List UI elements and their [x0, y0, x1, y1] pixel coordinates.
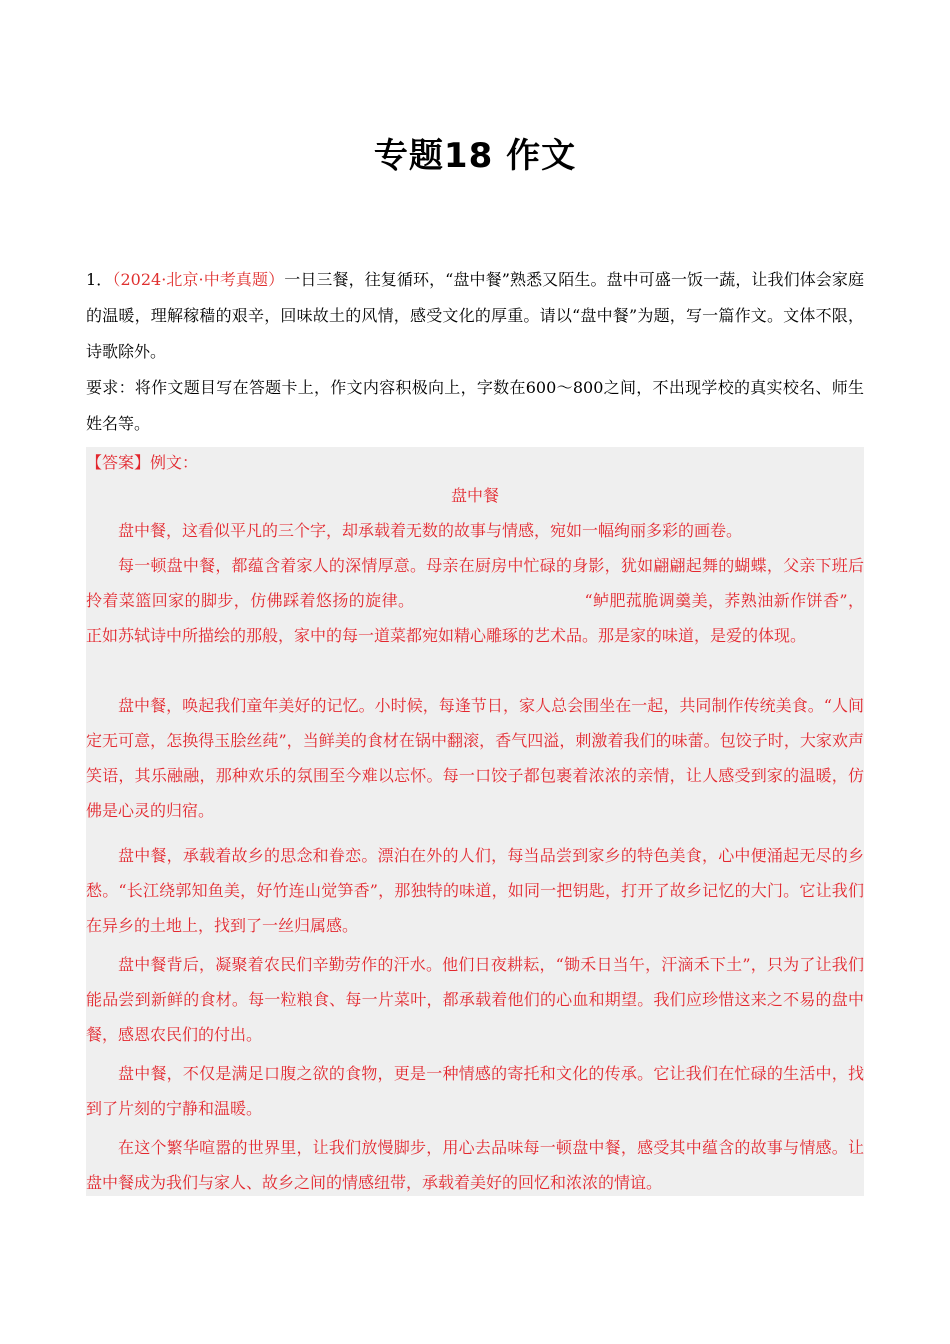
essay-paragraph [86, 548, 864, 653]
essay-title: 盘中餐 [450, 486, 499, 505]
answer-block [86, 447, 864, 1196]
question-requirement: 要求：将作文题目写在答题卡上，作文内容积极向上，字数在600～800之间，不出现学校的真实校名、师生姓名等。 [86, 378, 864, 433]
essay-paragraph: 盘中餐背后，凝聚着农民们辛勤劳作的汗水。他们日夜耕耘，“锄禾日当午，汗滴禾下土”，只为了让我们能品尝到新鲜的食材。每一粒粮食、每一片菜叶，都承载着他们的心血和期望。我们应珍惜这来之不易的盘中餐，感恩农民们的付出。 [86, 955, 864, 1044]
question-prompt: 一日三餐，往复循环，“盘中餐”熟悉又陌生。盘中可盛一饭一蔬，让我们体会家庭的温暖，理解稼穑的艰辛，回味故土的风情，感受文化的厚重。请以“盘中餐”为题，写一篇作文。文体不限，诗歌除外。 [86, 270, 864, 361]
page-title: 专题18 作文 [373, 136, 577, 176]
essay-paragraph-part: 每一顿盘中餐，都蕴含着家人的深情厚意。母亲在厨房中忙碌的身影，犹如翩翩起舞的蝴蝶，父亲下班后拎着菜篮回家的脚步，仿佛踩着悠扬的旋律。 [86, 556, 864, 610]
essay-paragraph: 盘中餐，承载着故乡的思念和眷恋。漂泊在外的人们，每当品尝到家乡的特色美食，心中便涌起无尽的乡愁。“长江绕郭知鱼美，好竹连山觉笋香”，那独特的味道，如同一把钥匙，打开了故乡记忆的大门。它让我们在异乡的土地上，找到了一丝归属感。 [86, 846, 864, 935]
essay-paragraph: 盘中餐，唤起我们童年美好的记忆。小时候，每逢节日，家人总会围坐在一起，共同制作传统美食。“人间定无可意，怎换得玉脍丝莼”，当鲜美的食材在锅中翻滚，香气四溢，刺激着我们的味蕾。包饺子时，大家欢声笑语，其乐融融，那种欢乐的氛围至今难以忘怀。每一口饺子都包裹着浓浓的亲情，让人感受到家的温暖，仿佛是心灵的归宿。 [86, 696, 864, 820]
question-source: （2024·北京·中考真题） [112, 270, 285, 289]
question-number: 1． [86, 270, 113, 289]
essay-paragraph: 盘中餐，不仅是满足口腹之欲的食物，更是一种情感的寄托和文化的传承。它让我们在忙碌的生活中，找到了片刻的宁静和温暖。 [86, 1064, 864, 1118]
essay-paragraph-part: “鲈肥菰脆调羹美，荞熟油新作饼香”，正如苏轼诗中所描绘的那般，家中的每一道菜都宛如精心雕琢的艺术品。那是家的味道，是爱的体现。 [86, 591, 864, 645]
answer-label: 【答案】例文： [86, 453, 199, 472]
question-block [86, 262, 864, 370]
essay-paragraph: 盘中餐，这看似平凡的三个字，却承载着无数的故事与情感，宛如一幅绚丽多彩的画卷。 [118, 521, 743, 540]
essay-paragraph: 在这个繁华喧嚣的世界里，让我们放慢脚步，用心去品味每一顿盘中餐，感受其中蕴含的故事与情感。让盘中餐成为我们与家人、故乡之间的情感纽带，承载着美好的回忆和浓浓的情谊。 [86, 1138, 864, 1192]
